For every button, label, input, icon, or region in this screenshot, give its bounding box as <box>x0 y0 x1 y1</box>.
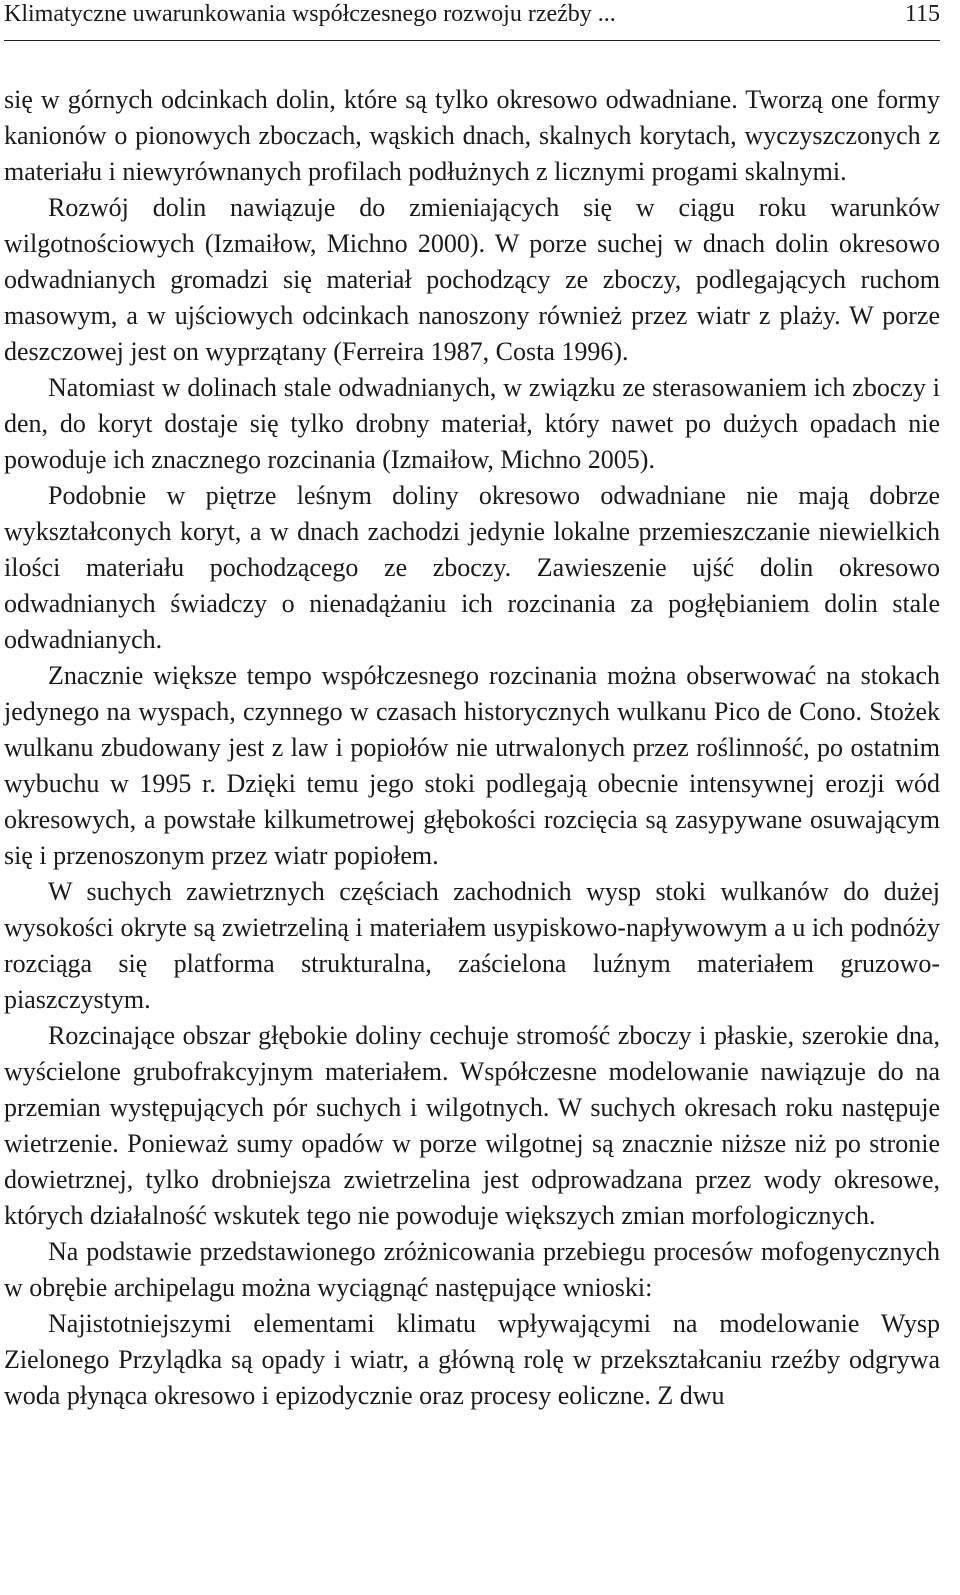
page-number: 115 <box>904 1 940 27</box>
paragraph: Natomiast w dolinach stale odwadnianych, w związku ze sterasowaniem ich zboczy i den, do koryt dostaje się tylko drobny materiał, który nawet po dużych opadach nie powoduje ich znacznego rozcinania (Izmaiłow, Michno 2005). <box>4 373 940 474</box>
running-title: Klimatyczne uwarunkowania współczesnego rozwoju rzeźby ... <box>4 1 616 27</box>
paragraph-continued: się w górnych odcinkach dolin, które są tylko okresowo odwadniane. Tworzą one formy kanionów o pionowych zboczach, wąskich dnach, skalnych korytach, wyczyszczonych z materiału i niewyrównanych profilach podłużnych z licznymi progami skalnymi. <box>4 85 940 186</box>
paragraph: Na podstawie przedstawionego zróżnicowania przebiegu procesów mofogenycznych w obrębie archipelagu można wyciągnąć następujące wnioski: <box>4 1237 940 1302</box>
paragraph: Rozwój dolin nawiązuje do zmieniających się w ciągu roku warunków wilgotnościowych (Izmaiłow, Michno 2000). W porze suchej w dnach dolin okresowo odwadnianych gromadzi się materiał pochodzący ze zboczy, podlegających ruchom masowym, a w ujściowych odcinkach nanoszony również przez wiatr z plaży. W porze deszczowej jest on wyprzątany (Ferreira 1987, Costa 1996). <box>4 193 940 366</box>
body-text <box>4 82 940 1414</box>
paragraph: Najistotniejszymi elementami klimatu wpływającymi na modelowanie Wysp Zielonego Przylądka są opady i wiatr, a główną rolę w przekształcaniu rzeźby odgrywa woda płynąca okresowo i epizodycznie oraz procesy eoliczne. Z dwu <box>4 1309 940 1410</box>
paragraph: Rozcinające obszar głębokie doliny cechuje stromość zboczy i płaskie, szerokie dna, wyścielone grubofrakcyjnym materiałem. Współczesne modelowanie nawiązuje do na przemian występujących pór suchych i wilgotnych. W suchych okresach roku następuje wietrzenie. Ponieważ sumy opadów w porze wilgotnej są znacznie niższe niż po stronie dowietrznej, tylko drobniejsza zwietrzelina jest odprowadzana przez wody okresowe, których działalność wskutek tego nie powoduje większych zmian morfologicznych. <box>4 1021 940 1230</box>
running-header <box>4 0 940 41</box>
paragraph: W suchych zawietrznych częściach zachodnich wysp stoki wulkanów do dużej wysokości okryte są zwietrzeliną i materiałem usypiskowo-napływowym a u ich podnóży rozciąga się platforma strukturalna, zaścielona luźnym materiałem gruzowo-piaszczystym. <box>4 877 940 1014</box>
paragraph: Podobnie w piętrze leśnym doliny okresowo odwadniane nie mają dobrze wykształconych koryt, a w dnach zachodzi jedynie lokalne przemieszczanie niewielkich ilości materiału pochodzącego ze zboczy. Zawieszenie ujść dolin okresowo odwadnianych świadczy o nienadążaniu ich rozcinania za pogłębianiem dolin stale odwadnianych. <box>4 481 940 654</box>
paragraph: Znacznie większe tempo współczesnego rozcinania można obserwować na stokach jedynego na wyspach, czynnego w czasach historycznych wulkanu Pico de Cono. Stożek wulkanu zbudowany jest z law i popiołów nie utrwalonych przez roślinność, po ostatnim wybuchu w 1995 r. Dzięki temu jego stoki podlegają obecnie intensywnej erozji wód okresowych, a powstałe kilkumetrowej głębokości rozcięcia są zasypywane osuwającym się i przenoszonym przez wiatr popiołem. <box>4 661 940 870</box>
